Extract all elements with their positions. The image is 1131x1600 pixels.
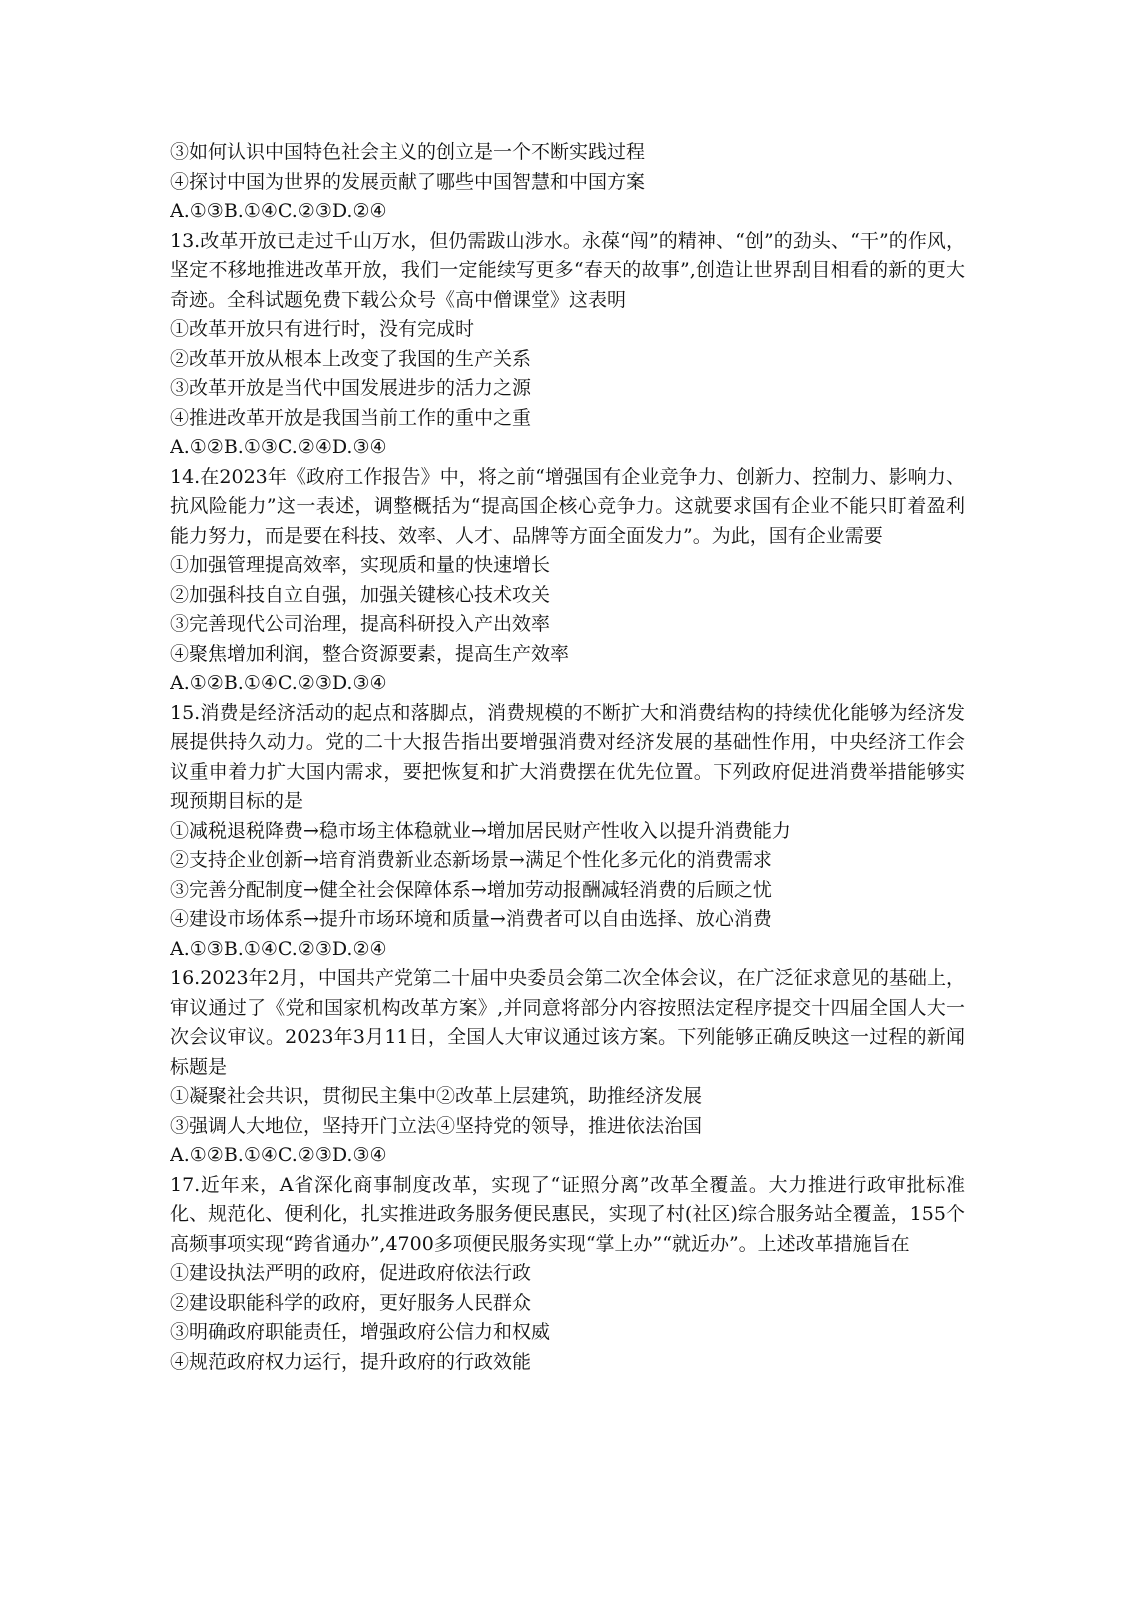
answer-choices: A.①②B.①④C.②③D.③④ [170,1144,387,1166]
option-line: ③完善分配制度→健全社会保障体系→增加劳动报酬减轻消费的后顾之忧 [170,878,772,901]
answer-choices: A.①②B.①③C.②④D.③④ [170,436,387,458]
option-line: ③完善现代公司治理，提高科研投入产出效率 [170,613,551,635]
question-14 [170,463,965,699]
question-stem: 13.改革开放已走过千山万水，但仍需跋山涉水。永葆“闯”的精神、“创”的劲头、“干”的作风，坚定不移地推进改革开放，我们一定能续写更多“春天的故事”,创造让世界刮目相看的新的更大奇迹。全科试题免费下载公众号《高中僧课堂》这表明 [170,229,965,311]
question-16 [170,964,965,1171]
answer-choices: A.①②B.①④C.②③D.③④ [170,672,387,694]
option-line: ①加强管理提高效率，实现质和量的快速增长 [170,554,551,576]
option-line: ④建设市场体系→提升市场环境和质量→消费者可以自由选择、放心消费 [170,908,772,930]
option-line: ②改革开放从根本上改变了我国的生产关系 [170,347,532,370]
option-line: ②加强科技自立自强，加强关键核心技术攻关 [170,583,551,606]
option-line: ①改革开放只有进行时，没有完成时 [170,318,475,340]
option-line: ③明确政府职能责任，增强政府公信力和权威 [170,1321,551,1343]
question-stem: 17.近年来，A省深化商事制度改革，实现了“证照分离”改革全覆盖。大力推进行政审批标准化、规范化、便利化，扎实推进政务服务便民惠民，实现了村(社区)综合服务站全覆盖，155个高频事项实现“跨省通办”,4700多项便民服务实现“掌上办”“就近办”。上述改革措施旨在 [170,1173,965,1255]
lead-block [170,138,965,227]
question-17 [170,1171,965,1378]
option-line: ③如何认识中国特色社会主义的创立是一个不断实践过程 [170,141,646,163]
option-line: ②支持企业创新→培育消费新业态新场景→满足个性化多元化的消费需求 [170,849,772,871]
option-line: ④规范政府权力运行，提升政府的行政效能 [170,1350,532,1373]
question-stem: 14.在2023年《政府工作报告》中，将之前“增强国有企业竞争力、创新力、控制力、影响力、抗风险能力”这一表述，调整概括为“提高国企核心竞争力。这就要求国有企业不能只盯着盈利能力努力，而是要在科技、效率、人才、品牌等方面全面发力”。为此，国有企业需要 [170,465,965,547]
option-line: ③改革开放是当代中国发展进步的活力之源 [170,377,532,399]
option-line: ①减税退税降费→稳市场主体稳就业→增加居民财产性收入以提升消费能力 [170,819,791,842]
page-content [170,138,965,1377]
question-15 [170,699,965,965]
option-line: ②建设职能科学的政府，更好服务人民群众 [170,1291,532,1314]
option-line: ④探讨中国为世界的发展贡献了哪些中国智慧和中国方案 [170,170,646,193]
question-stem: 16.2023年2月，中国共产党第二十届中央委员会第二次全体会议，在广泛征求意见的基础上，审议通过了《党和国家机构改革方案》,并同意将部分内容按照法定程序提交十四届全国人大一次会议审议。2023年3月11日，全国人大审议通过该方案。下列能够正确反映这一过程的新闻标题是 [170,967,965,1078]
option-line: ①建设执法严明的政府，促进政府依法行政 [170,1262,532,1284]
option-line: ④聚焦增加利润，整合资源要素，提高生产效率 [170,642,570,665]
option-line: ①凝聚社会共识，贯彻民主集中②改革上层建筑，助推经济发展 [170,1085,703,1107]
answer-choices: A.①③B.①④C.②③D.②④ [170,937,387,960]
answer-choices: A.①③B.①④C.②③D.②④ [170,200,387,222]
question-13 [170,227,965,463]
option-line: ④推进改革开放是我国当前工作的重中之重 [170,406,532,429]
option-line: ③强调人大地位，坚持开门立法④坚持党的领导，推进依法治国 [170,1114,703,1137]
question-stem: 15.消费是经济活动的起点和落脚点，消费规模的不断扩大和消费结构的持续优化能够为经济发展提供持久动力。党的二十大报告指出要增强消费对经济发展的基础性作用，中央经济工作会议重申着力扩大国内需求，要把恢复和扩大消费摆在优先位置。下列政府促进消费举措能够实现预期目标的是 [170,701,965,812]
